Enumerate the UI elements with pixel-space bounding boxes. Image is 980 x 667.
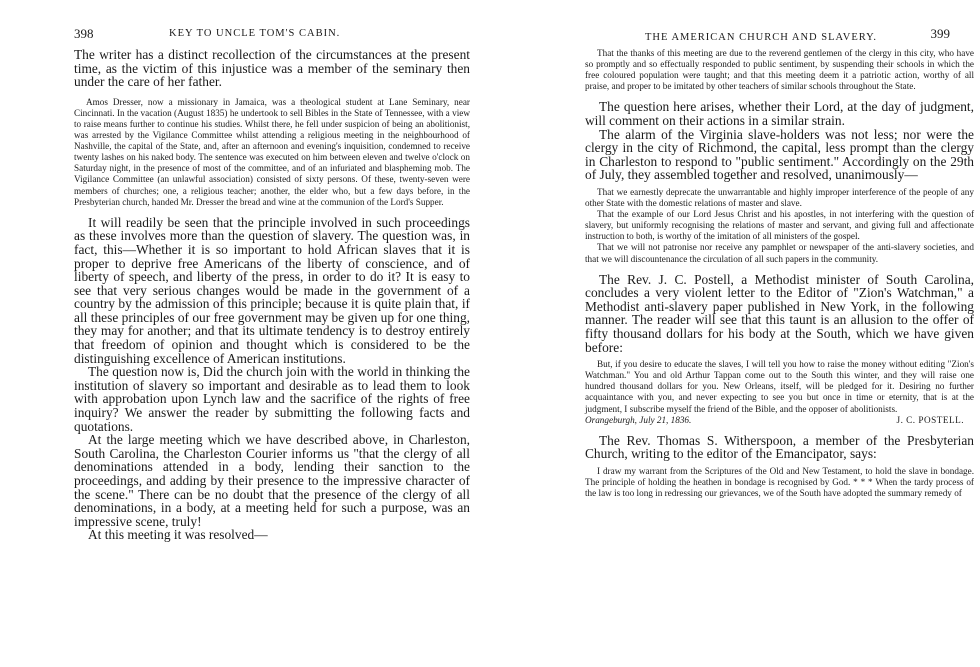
quoted-letter: But, if you desire to educate the slaves, I will tell you how to raise the money without editing "Zion's Watchman." You and old Arthur Tappan come out to the South this winter, and they will raise one hundred thousand dollars for you. New Orleans, itself, will be pledged for it. Desiring no further acquaintance with you, and never expecting to see you but once in time or eternity, that is at the judgment, I subscribe myself the friend of the Bible, and the opposer of abolitionists. [585,359,974,414]
paragraph: At the large meeting which we have described above, in Charleston, South Carolina, the Charleston Courier informs us "that the clergy of all denominations attended in a body, lending their sanction to the proceedings, and adding by their presence to the impressive character of the scene." There can be no doubt that the presence of the clergy of all denominations, in a body, at a meeting held for such a purpose, was an impressive scene, truly! [74,432,470,529]
running-title: KEY TO UNCLE TOM'S CABIN. [169,28,341,39]
quoted-letter: I draw my warrant from the Scriptures of the Old and New Testament, to hold the slave in bondage. The principle of holding the heathen in bondage is recognised by God. * * * When the tardy process of the law is too long in redressing our grievances, we of the South have adopted the summary remedy of [585,465,974,499]
right-page [490,0,980,667]
paragraph: The alarm of the Virginia slave-holders was not less; nor were the clergy in the city of Richmond, the capital, less prompt than the clergy in Charleston to respond to "public sentiment." Accordingly on the 29th of July, they assembled together and resolved, unanimously— [585,126,974,183]
quoted-resolution: That the thanks of this meeting are due to the reverend gentlemen of the clergy in this city, who have so promptly and so effectually responded to public sentiment, by suspending their schools in which the free coloured population were taught; and that this meeting deem it a patriotic action, worthy of all praise, and proper to be imitated by other teachers of similar schools throughout the State. [585,48,974,92]
paragraph: The Rev. J. C. Postell, a Methodist minister of South Carolina, concludes a very violent letter to the Editor of "Zion's Watchman," a Methodist anti-slavery paper published in New York, in the following manner. The reader will see that this taunt is an allusion to the offer of fifty thousand dollars for his body at the South, which we have given before: [585,271,974,355]
paragraph: It will readily be seen that the principle involved in such proceedings as these involves more than the question of slavery. The question was, in fact, this—Whether it is so important to hold African slaves that it is proper to deprive free Americans of the liberty of conscience, and of liberty of speech, and liberty of the press, in order to do it? It is easy to see that very serious changes would be made in the government of a country by the admission of this principle; because it is quite plain that, if all these principles of our free government may be given up for one thing, they may for another; and that its ultimate tendency is to destroy entirely that freedom of opinion and thought which is considered to be the distinguishing excellence of American institutions. [74,214,470,366]
paragraph: The writer has a distinct recollection of the circumstances at the present time, as the victim of this injustice was a member of the seminary then under the care of her father. [74,47,470,90]
page-number: 399 [930,26,950,41]
quoted-resolution: That we will not patronise nor receive any pamphlet or newspaper of the anti-slavery societies, and that we will discountenance the circulation of all such papers in the community. [585,242,974,264]
paragraph: The Rev. Thomas S. Witherspoon, a member of the Presbyterian Church, writing to the editor of the Emancipator, says: [585,432,974,462]
quoted-resolution: That the example of our Lord Jesus Christ and his apostles, in not interfering with the question of slavery, but uniformly recognising the relations of master and servant, and giving full and affectionate instruction to both, is worthy of the imitation of all ministers of the gospel. [585,209,974,242]
right-page-header [585,26,974,48]
quoted-resolution: That we earnestly deprecate the unwarrantable and highly improper interference of the people of any other State with the domestic relations of master and slave. [585,186,974,209]
paragraph: At this meeting it was resolved— [88,527,268,543]
page-number: 398 [74,26,94,41]
left-page-header [74,26,470,48]
signature-place-date: Orangeburgh, July 21, 1836. [585,414,692,425]
paragraph: The question here arises, whether their Lord, at the day of judgment, will comment on their actions in a similar strain. [585,99,974,128]
running-title: THE AMERICAN CHURCH AND SLAVERY. [645,32,878,43]
footnote-paragraph: Amos Dresser, now a missionary in Jamaica, was a theological student at Lane Seminary, near Cincinnati. In the vacation (August 1835) he undertook to sell Bibles in the State of Tennessee, with a view to raise means further to continue his studies. Whilst there, he fell under suspicion of being an abolitionist, was arrested by the Vigilance Committee whilst attending a religious meeting in the neighbourhood of Nashville, the capital of the State, and, after an afternoon and evening's inquisition, condemned to receive twenty lashes on his naked body. The sentence was executed on him between eleven and twelve o'clock on Saturday night, in the presence of most of the committee, and of an infuriated and blaspheming mob. The Vigilance Committee (an unlawful association) consisted of sixty persons. Of these, twenty-seven were members of churches; one, a religious teacher; another, the elder who, but a few days before, in the Presbyterian church, handed Mr. Dresser the bread and wine at the communion of the Lord's Supper. [74,96,470,207]
paragraph: The question now is, Did the church join with the world in thinking the institution of slavery so important and desirable as to lead them to look with approbation upon Lynch law and the sacrifice of the rights of free inquiry? We answer the reader by submitting the following facts and quotations. [74,364,470,434]
letter-signature [585,415,974,426]
signature-name: J. C. POSTELL. [896,414,964,425]
